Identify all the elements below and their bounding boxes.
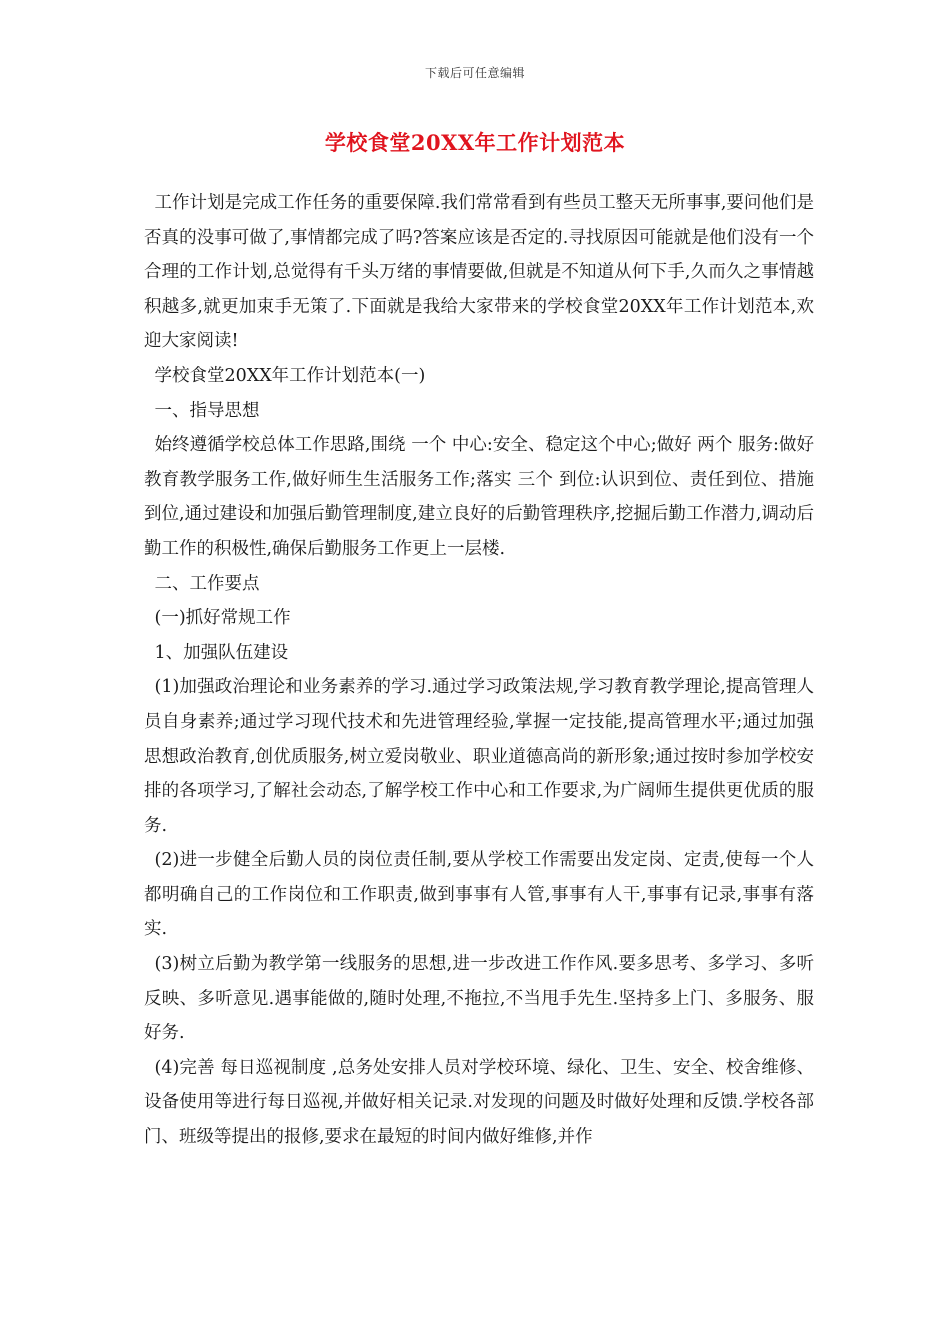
- item-3-paragraph: (3)树立后勤为教学第一线服务的思想,进一步改进工作作风.要多思考、多学习、多听反映、多听意见.遇事能做的,随时处理,不拖拉,不当甩手先生.坚持多上门、多服务、服好务.: [144, 954, 814, 1044]
- document-body: [144, 186, 814, 1155]
- subheading-routine-work: (一)抓好常规工作: [154, 608, 291, 629]
- subheading-team-building: 1、加强队伍建设: [154, 642, 289, 663]
- document-title: 学校食堂20XX年工作计划范本: [324, 130, 626, 155]
- heading-work-points: 二、工作要点: [154, 573, 260, 594]
- item-2-paragraph: (2)进一步健全后勤人员的岗位责任制,要从学校工作需要出发定岗、定责,使每一个人都明确自己的工作岗位和工作职责,做到事事有人管,事事有人干,事事有记录,事事有落实.: [144, 850, 814, 940]
- item-1-paragraph: (1)加强政治理论和业务素养的学习.通过学习政策法规,学习教育教学理论,提高管理人员自身素养;通过学习现代技术和先进管理经验,掌握一定技能,提高管理水平;通过加强思想政治教育,创优质服务,树立爱岗敬业、职业道德高尚的新形象;通过按时参加学校安排的各项学习,了解社会动态,了解学校工作中心和工作要求,为广阔师生提供更优质的服务.: [144, 677, 814, 836]
- heading-guiding-ideology: 一、指导思想: [154, 400, 260, 421]
- guiding-ideology-paragraph: 始终遵循学校总体工作思路,围绕 一个 中心:安全、稳定这个中心;做好 两个 服务:做好教育教学服务工作,做好师生生活服务工作;落实 三个 到位:认识到位、责任到位、措施到位,通过建设和加强后勤管理制度,建立良好的后勤管理秩序,挖掘后勤工作潜力,调动后勤工作的积极性,确保后勤服务工作更上一层楼.: [144, 435, 814, 559]
- header-note: 下载后可任意编辑: [424, 66, 525, 80]
- item-4-paragraph: (4)完善 每日巡视制度 ,总务处安排人员对学校环境、绿化、卫生、安全、校舍维修、设备使用等进行每日巡视,并做好相关记录.对发现的问题及时做好处理和反馈.学校各部门、班级等提出的报修,要求在最短的时间内做好维修,并作: [144, 1057, 814, 1148]
- section-heading-plan-one: 学校食堂20XX年工作计划范本(一): [154, 365, 426, 386]
- intro-paragraph: 工作计划是完成工作任务的重要保障.我们常常看到有些员工整天无所事事,要问他们是否真的没事可做了,事情都完成了吗?答案应该是否定的.寻找原因可能就是他们没有一个合理的工作计划,总觉得有千头万绪的事情要做,但就是不知道从何下手,久而久之事情越积越多,就更加束手无策了.下面就是我给大家带来的学校食堂20XX年工作计划范本,欢迎大家阅读!: [144, 193, 814, 352]
